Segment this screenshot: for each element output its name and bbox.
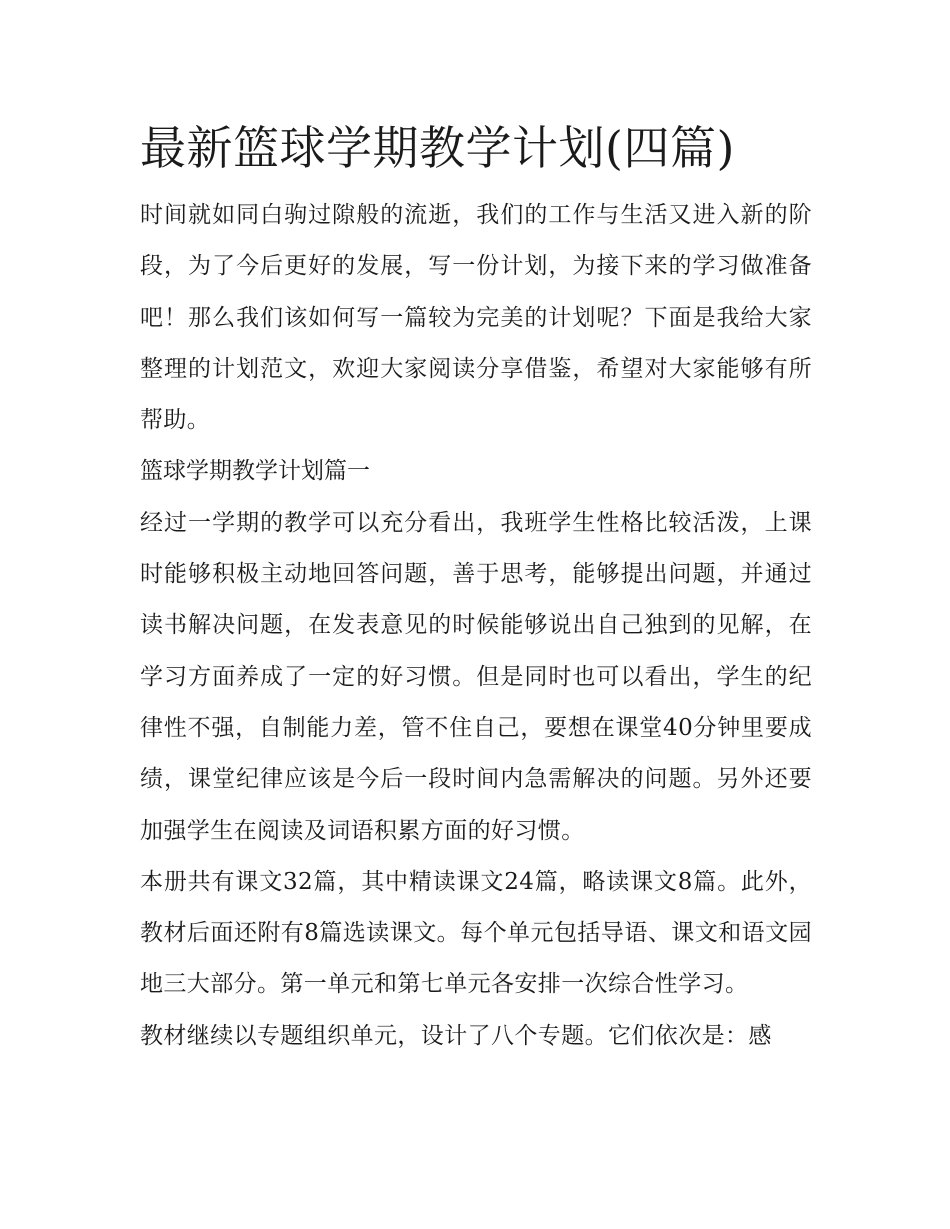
body-paragraph-1: 经过一学期的教学可以充分看出，我班学生性格比较活泼，上课时能够积极主动地回答问题，善于思考，能够提出问题，并通过读书解决问题，在发表意见的时候能够说出自己独到的见解，在学习方面养成了一定的好习惯。但是同时也可以看出，学生的纪律性不强，自制能力差，管不住自己，要想在课堂40分钟里要成绩，课堂纪律应该是今后一段时间内急需解决的问题。另外还要加强学生在阅读及词语积累方面的好习惯。	[140, 509, 812, 844]
body-paragraph-2: 本册共有课文32篇，其中精读课文24篇，略读课文8篇。此外，教材后面还附有8篇选读课文。每个单元包括导语、课文和语文园地三大部分。第一单元和第七单元各安排一次综合性学习。	[140, 868, 812, 998]
intro-paragraph: 时间就如同白驹过隙般的流逝，我们的工作与生活又进入新的阶段，为了今后更好的发展，写一份计划，为接下来的学习做准备吧！那么我们该如何写一篇较为完美的计划呢？下面是我给大家整理的计划范文，欢迎大家阅读分享借鉴，希望对大家能够有所帮助。	[140, 202, 812, 434]
document-title: 最新篮球学期教学计划(四篇)	[140, 121, 735, 175]
section-heading: 篮球学期教学计划篇一	[140, 458, 370, 485]
document-body	[140, 110, 812, 1062]
body-paragraph-3: 教材继续以专题组织单元，设计了八个专题。它们依次是：感	[140, 1022, 772, 1049]
